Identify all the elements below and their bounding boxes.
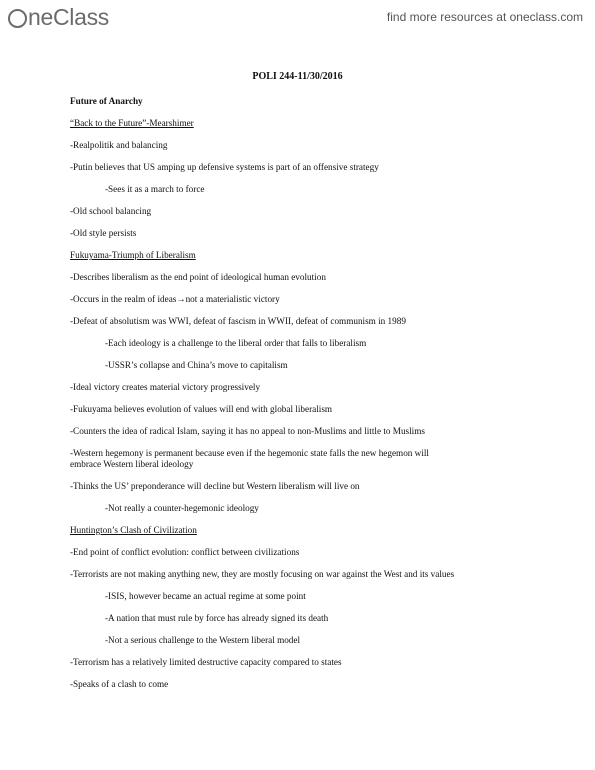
subheading-huntington: Huntington’s Clash of Civilization xyxy=(70,525,197,535)
find-more-resources-link[interactable]: find more resources at oneclass.com xyxy=(386,10,583,24)
list-item: -Counters the idea of radical Islam, saying it has no appeal to non-Muslims and little to Muslims xyxy=(70,426,425,436)
logo-o-icon xyxy=(8,9,27,28)
subheading-mearshimer: “Back to the Future”-Mearshimer xyxy=(70,118,194,128)
list-item: -A nation that must rule by force has already signed its death xyxy=(105,613,329,623)
list-item: -End point of conflict evolution: conflict between civilizations xyxy=(70,547,300,557)
list-item: -Terrorism has a relatively limited destructive capacity compared to states xyxy=(70,657,342,667)
list-item: -Sees it as a march to force xyxy=(105,184,205,194)
list-item: -Putin believes that US amping up defensive systems is part of an offensive strategy xyxy=(70,162,379,172)
list-item: -ISIS, however became an actual regime at some point xyxy=(105,591,306,601)
list-item: -Not a serious challenge to the Western liberal model xyxy=(105,635,301,645)
list-item: -Not really a counter-hegemonic ideology xyxy=(105,503,259,513)
heading-future-of-anarchy: Future of Anarchy xyxy=(70,96,143,106)
list-item: -Terrorists are not making anything new, they are mostly focusing on war against the West and its values xyxy=(70,569,455,579)
list-item: -Describes liberalism as the end point of ideological human evolution xyxy=(70,272,326,282)
list-item: -Each ideology is a challenge to the liberal order that falls to liberalism xyxy=(105,338,367,348)
page-header xyxy=(0,0,595,36)
oneclass-logo[interactable] xyxy=(8,4,109,31)
document-title: POLI 244-11/30/2016 xyxy=(252,71,343,82)
list-item: -Realpolitik and balancing xyxy=(70,140,168,150)
list-item: -Thinks the US’ preponderance will decline but Western liberalism will live on xyxy=(70,481,360,491)
subheading-fukuyama: Fukuyama-Triumph of Liberalism xyxy=(70,250,196,260)
list-item: -Ideal victory creates material victory progressively xyxy=(70,382,261,392)
list-item: -Old school balancing xyxy=(70,206,152,216)
list-item: -Speaks of a clash to come xyxy=(70,679,169,689)
list-item: -Old style persists xyxy=(70,228,137,238)
list-item: -Fukuyama believes evolution of values will end with global liberalism xyxy=(70,404,333,414)
logo-text: neClass xyxy=(28,4,109,30)
list-item: -USSR’s collapse and China’s move to capitalism xyxy=(105,360,288,370)
list-item-continuation: embrace Western liberal ideology xyxy=(70,459,194,469)
list-item: -Defeat of absolutism was WWI, defeat of fascism in WWII, defeat of communism in 1989 xyxy=(70,316,406,326)
list-item: -Occurs in the realm of ideas→not a materialistic victory xyxy=(70,294,280,304)
list-item: -Western hegemony is permanent because even if the hegemonic state falls the new hegemon will xyxy=(70,448,429,458)
